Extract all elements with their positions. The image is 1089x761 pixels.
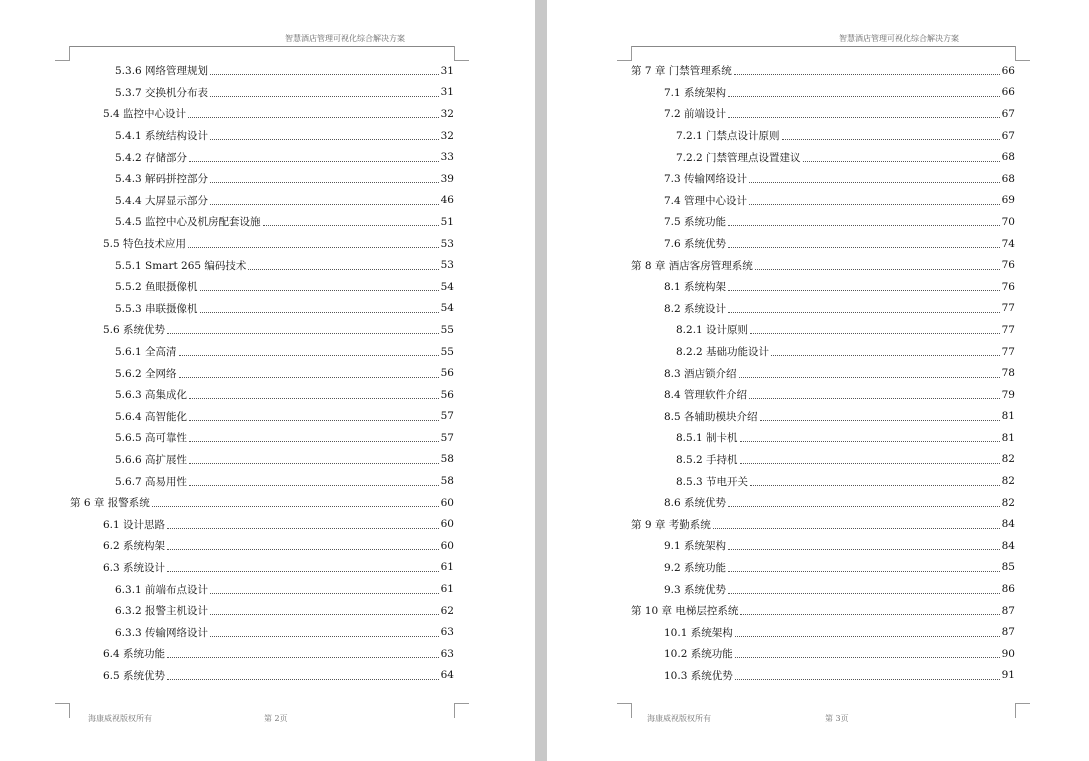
toc-dot-leader (755, 269, 1000, 270)
toc-entry[interactable] (631, 341, 1015, 363)
toc-entry-page-number: 53 (440, 237, 454, 250)
toc-dot-leader (740, 614, 999, 615)
toc-entry-page-number: 76 (1001, 259, 1015, 272)
toc-entry-title: 9.1 系统架构 (664, 540, 727, 553)
toc-dot-leader (152, 506, 439, 507)
toc-entry-page-number: 55 (440, 323, 454, 336)
crop-mark (55, 703, 70, 718)
toc-entry[interactable] (70, 665, 454, 687)
footer-copyright: 海康威视版权所有 (88, 714, 152, 723)
toc-entry-title: 5.6.4 高智能化 (115, 410, 188, 423)
toc-entry-title: 6.2 系统构架 (103, 540, 166, 553)
toc-entry[interactable] (70, 578, 454, 600)
toc-dot-leader (728, 549, 1000, 550)
toc-dot-leader (740, 463, 1000, 464)
crop-mark (617, 46, 632, 61)
toc-entry-title: 7.2.1 门禁点设计原则 (676, 130, 780, 143)
toc-dot-leader (189, 398, 439, 399)
toc-dot-leader (713, 528, 1000, 529)
toc-entry[interactable] (631, 449, 1015, 471)
toc-entry[interactable] (70, 470, 454, 492)
toc-entry-page-number: 33 (440, 151, 454, 164)
toc-entry[interactable] (631, 254, 1015, 276)
toc-entry-page-number: 82 (1001, 496, 1015, 509)
toc-entry-page-number: 87 (1001, 626, 1015, 639)
toc-entry[interactable] (631, 665, 1015, 687)
toc-entry-title: 10.1 系统架构 (664, 626, 733, 639)
toc-dot-leader (167, 549, 439, 550)
toc-entry-title: 5.3.6 网络管理规划 (115, 65, 209, 78)
toc-entry[interactable] (631, 211, 1015, 233)
toc-entry[interactable] (631, 427, 1015, 449)
toc-entry[interactable] (631, 233, 1015, 255)
toc-entry-title: 5.4.1 系统结构设计 (115, 130, 209, 143)
toc-entry-title: 5.6.5 高可靠性 (115, 432, 188, 445)
toc-entry-page-number: 82 (1001, 475, 1015, 488)
toc-dot-leader (248, 269, 438, 270)
toc-entry-page-number: 82 (1001, 453, 1015, 466)
toc-entry-title: 7.4 管理中心设计 (664, 194, 748, 207)
toc-entry-title: 6.5 系统优势 (103, 669, 166, 682)
toc-entry-title: 8.5 各辅助模块介绍 (664, 410, 758, 423)
toc-entry-page-number: 31 (440, 86, 454, 99)
toc-entry[interactable] (631, 103, 1015, 125)
toc-entry-page-number: 77 (1001, 302, 1015, 315)
toc-dot-leader (728, 312, 1000, 313)
toc-entry-page-number: 61 (440, 583, 454, 596)
document-page-left (0, 0, 535, 761)
toc-entry[interactable] (631, 643, 1015, 665)
toc-dot-leader (728, 290, 1000, 291)
toc-entry[interactable] (70, 60, 454, 82)
toc-dot-leader (188, 247, 439, 248)
toc-entry-page-number: 53 (440, 259, 454, 272)
toc-entry-page-number: 79 (1001, 388, 1015, 401)
toc-entry-title: 7.5 系统功能 (664, 216, 727, 229)
toc-entry[interactable] (631, 492, 1015, 514)
toc-entry[interactable] (631, 60, 1015, 82)
toc-entry-title: 5.3.7 交换机分布表 (115, 86, 209, 99)
toc-entry-title: 第 10 章 电梯层控系统 (631, 605, 739, 618)
toc-entry[interactable] (631, 276, 1015, 298)
toc-entry-title: 5.4.3 解码拼控部分 (115, 173, 209, 186)
toc-entry[interactable] (70, 449, 454, 471)
toc-entry-page-number: 54 (440, 280, 454, 293)
toc-entry-page-number: 91 (1001, 669, 1015, 682)
toc-entry[interactable] (70, 82, 454, 104)
footer-page-number: 第 3页 (825, 714, 849, 723)
toc-dot-leader (167, 333, 439, 334)
toc-entry[interactable] (631, 125, 1015, 147)
toc-entry[interactable] (631, 298, 1015, 320)
toc-entry-title: 8.6 系统优势 (664, 497, 727, 510)
toc-entry[interactable] (631, 82, 1015, 104)
table-of-contents (70, 60, 454, 686)
toc-dot-leader (210, 139, 439, 140)
toc-dot-leader (167, 657, 439, 658)
toc-entry[interactable] (631, 600, 1015, 622)
toc-entry[interactable] (70, 168, 454, 190)
toc-entry[interactable] (70, 492, 454, 514)
toc-dot-leader (189, 463, 439, 464)
toc-entry-page-number: 54 (440, 302, 454, 315)
toc-dot-leader (728, 571, 1000, 572)
toc-entry-title: 7.2.2 门禁管理点设置建议 (676, 151, 801, 164)
toc-entry[interactable] (631, 513, 1015, 535)
toc-dot-leader (210, 614, 439, 615)
toc-entry-page-number: 67 (1001, 129, 1015, 142)
toc-entry[interactable] (70, 103, 454, 125)
toc-entry-page-number: 87 (1001, 604, 1015, 617)
toc-entry-title: 5.6.2 全网络 (115, 367, 177, 380)
toc-entry[interactable] (70, 600, 454, 622)
toc-entry[interactable] (70, 233, 454, 255)
toc-entry[interactable] (70, 298, 454, 320)
toc-dot-leader (200, 312, 439, 313)
toc-dot-leader (803, 161, 1000, 162)
table-of-contents (631, 60, 1015, 686)
toc-entry[interactable] (631, 470, 1015, 492)
toc-entry-title: 6.3.1 前端布点设计 (115, 583, 209, 596)
toc-dot-leader (735, 657, 1000, 658)
toc-dot-leader (749, 204, 1000, 205)
toc-entry-page-number: 69 (1001, 194, 1015, 207)
toc-dot-leader (210, 96, 439, 97)
toc-entry[interactable] (70, 621, 454, 643)
toc-entry[interactable] (70, 362, 454, 384)
crop-mark (454, 703, 469, 718)
toc-entry-title: 5.6.6 高扩展性 (115, 453, 188, 466)
toc-entry[interactable] (631, 384, 1015, 406)
toc-entry-page-number: 32 (440, 107, 454, 120)
toc-entry[interactable] (70, 513, 454, 535)
toc-entry[interactable] (70, 643, 454, 665)
toc-entry-page-number: 63 (440, 647, 454, 660)
toc-dot-leader (179, 355, 439, 356)
toc-entry[interactable] (631, 190, 1015, 212)
toc-entry-page-number: 60 (440, 518, 454, 531)
toc-dot-leader (760, 420, 1000, 421)
toc-entry[interactable] (631, 168, 1015, 190)
toc-dot-leader (210, 182, 439, 183)
toc-entry-title: 8.5.3 节电开关 (676, 475, 749, 488)
toc-entry-page-number: 90 (1001, 647, 1015, 660)
toc-entry-page-number: 77 (1001, 345, 1015, 358)
toc-entry-page-number: 63 (440, 626, 454, 639)
toc-entry[interactable] (70, 341, 454, 363)
toc-dot-leader (734, 74, 1000, 75)
toc-dot-leader (750, 485, 1000, 486)
toc-entry-title: 8.2 系统设计 (664, 302, 727, 315)
toc-entry-title: 5.5.3 串联摄像机 (115, 302, 198, 315)
toc-entry-page-number: 58 (440, 453, 454, 466)
crop-mark (1015, 703, 1030, 718)
toc-entry-title: 9.2 系统功能 (664, 561, 727, 574)
toc-entry-page-number: 81 (1001, 431, 1015, 444)
toc-dot-leader (728, 225, 1000, 226)
toc-entry[interactable] (70, 557, 454, 579)
toc-entry-title: 第 9 章 考勤系统 (631, 518, 711, 531)
toc-dot-leader (728, 593, 1000, 594)
footer-page-number: 第 2页 (264, 714, 288, 723)
toc-entry-title: 5.5.2 鱼眼摄像机 (115, 281, 198, 294)
toc-entry-page-number: 32 (440, 129, 454, 142)
toc-entry-title: 第 7 章 门禁管理系统 (631, 65, 732, 78)
toc-entry-page-number: 78 (1001, 367, 1015, 380)
toc-entry[interactable] (631, 621, 1015, 643)
toc-dot-leader (167, 679, 439, 680)
toc-entry-title: 第 8 章 酒店客房管理系统 (631, 259, 753, 272)
toc-entry[interactable] (70, 254, 454, 276)
toc-dot-leader (189, 161, 439, 162)
toc-entry-page-number: 39 (440, 172, 454, 185)
toc-entry-title: 8.1 系统构架 (664, 281, 727, 294)
toc-entry-page-number: 46 (440, 194, 454, 207)
toc-entry-title: 6.3.2 报警主机设计 (115, 605, 209, 618)
toc-entry-title: 8.2.1 设计原则 (676, 324, 749, 337)
toc-dot-leader (210, 593, 439, 594)
toc-dot-leader (200, 290, 439, 291)
toc-entry-page-number: 64 (440, 669, 454, 682)
toc-entry-page-number: 81 (1001, 410, 1015, 423)
toc-entry-page-number: 76 (1001, 280, 1015, 293)
toc-entry-title: 10.2 系统功能 (664, 648, 733, 661)
document-page-right (547, 0, 1089, 761)
toc-dot-leader (728, 506, 1000, 507)
toc-dot-leader (749, 182, 1000, 183)
toc-entry[interactable] (70, 384, 454, 406)
toc-dot-leader (771, 355, 1000, 356)
toc-entry-page-number: 55 (440, 345, 454, 358)
toc-entry-page-number: 66 (1001, 64, 1015, 77)
toc-dot-leader (210, 636, 439, 637)
toc-dot-leader (167, 571, 439, 572)
crop-mark (55, 46, 70, 61)
toc-entry-title: 7.3 传输网络设计 (664, 173, 748, 186)
toc-entry[interactable] (70, 211, 454, 233)
toc-entry-page-number: 60 (440, 496, 454, 509)
toc-entry[interactable] (631, 557, 1015, 579)
toc-entry[interactable] (70, 427, 454, 449)
toc-entry[interactable] (70, 125, 454, 147)
toc-dot-leader (728, 247, 1000, 248)
toc-entry-page-number: 60 (440, 539, 454, 552)
crop-mark (617, 703, 632, 718)
crop-mark (1015, 46, 1030, 61)
toc-dot-leader (189, 485, 439, 486)
toc-entry-title: 5.6 系统优势 (103, 324, 166, 337)
toc-entry-page-number: 56 (440, 367, 454, 380)
toc-entry[interactable] (70, 535, 454, 557)
page-header: 智慧酒店管理可视化综合解决方案 (285, 34, 405, 43)
header-rule (70, 46, 454, 47)
toc-entry-page-number: 84 (1001, 539, 1015, 552)
toc-entry-title: 5.4.2 存储部分 (115, 151, 188, 164)
toc-entry-title: 5.6.7 高易用性 (115, 475, 188, 488)
toc-dot-leader (189, 420, 439, 421)
toc-dot-leader (735, 679, 1000, 680)
toc-entry[interactable] (631, 535, 1015, 557)
toc-entry-page-number: 68 (1001, 151, 1015, 164)
toc-dot-leader (735, 636, 1000, 637)
toc-entry-title: 8.4 管理软件介绍 (664, 389, 748, 402)
toc-entry-title: 5.5.1 Smart 265 编码技术 (115, 259, 247, 272)
toc-entry-page-number: 58 (440, 475, 454, 488)
toc-entry-title: 6.3 系统设计 (103, 561, 166, 574)
toc-dot-leader (179, 377, 439, 378)
header-rule (631, 46, 1015, 47)
toc-entry-title: 7.2 前端设计 (664, 108, 727, 121)
crop-mark (454, 46, 469, 61)
toc-dot-leader (750, 333, 1000, 334)
toc-entry[interactable] (631, 406, 1015, 428)
toc-entry-title: 8.5.1 制卡机 (676, 432, 738, 445)
toc-entry-page-number: 31 (440, 64, 454, 77)
toc-entry-page-number: 84 (1001, 518, 1015, 531)
toc-entry[interactable] (631, 362, 1015, 384)
toc-entry[interactable] (70, 146, 454, 168)
toc-entry[interactable] (631, 146, 1015, 168)
toc-entry-title: 7.1 系统架构 (664, 86, 727, 99)
page-header: 智慧酒店管理可视化综合解决方案 (839, 34, 959, 43)
toc-entry-page-number: 51 (440, 215, 454, 228)
toc-entry-title: 8.3 酒店锁介绍 (664, 367, 737, 380)
toc-dot-leader (749, 398, 1000, 399)
toc-entry-title: 7.6 系统优势 (664, 238, 727, 251)
toc-entry-title: 5.4.5 监控中心及机房配套设施 (115, 216, 261, 229)
toc-entry-page-number: 68 (1001, 172, 1015, 185)
toc-dot-leader (167, 528, 439, 529)
toc-entry-page-number: 77 (1001, 323, 1015, 336)
toc-entry-page-number: 66 (1001, 86, 1015, 99)
toc-dot-leader (210, 74, 439, 75)
toc-entry[interactable] (70, 276, 454, 298)
toc-entry-page-number: 61 (440, 561, 454, 574)
toc-entry-title: 第 6 章 报警系统 (70, 497, 150, 510)
toc-entry-page-number: 57 (440, 431, 454, 444)
toc-entry-title: 5.6.1 全高清 (115, 346, 177, 359)
toc-entry-title: 5.4.4 大屏显示部分 (115, 194, 209, 207)
toc-entry[interactable] (631, 319, 1015, 341)
toc-entry-page-number: 86 (1001, 583, 1015, 596)
toc-dot-leader (739, 377, 1000, 378)
toc-entry[interactable] (70, 406, 454, 428)
toc-entry-page-number: 57 (440, 410, 454, 423)
toc-entry-title: 5.4 监控中心设计 (103, 108, 187, 121)
toc-dot-leader (740, 441, 1000, 442)
toc-dot-leader (188, 117, 439, 118)
toc-dot-leader (210, 204, 439, 205)
toc-entry-title: 10.3 系统优势 (664, 669, 733, 682)
toc-entry-title: 9.3 系统优势 (664, 583, 727, 596)
toc-dot-leader (728, 96, 1000, 97)
toc-entry-title: 5.5 特色技术应用 (103, 238, 187, 251)
toc-dot-leader (189, 441, 439, 442)
toc-entry[interactable] (70, 190, 454, 212)
toc-entry-page-number: 70 (1001, 215, 1015, 228)
toc-dot-leader (263, 225, 439, 226)
toc-entry-title: 6.1 设计思路 (103, 518, 166, 531)
toc-entry-page-number: 74 (1001, 237, 1015, 250)
toc-entry-title: 6.3.3 传输网络设计 (115, 626, 209, 639)
toc-entry[interactable] (631, 578, 1015, 600)
toc-entry-page-number: 56 (440, 388, 454, 401)
toc-entry-title: 8.2.2 基础功能设计 (676, 346, 770, 359)
toc-dot-leader (728, 117, 1000, 118)
toc-entry-title: 6.4 系统功能 (103, 648, 166, 661)
footer-copyright: 海康威视版权所有 (647, 714, 711, 723)
toc-entry-page-number: 85 (1001, 561, 1015, 574)
toc-entry-title: 8.5.2 手持机 (676, 453, 738, 466)
toc-dot-leader (782, 139, 1000, 140)
toc-entry-title: 5.6.3 高集成化 (115, 389, 188, 402)
toc-entry-page-number: 62 (440, 604, 454, 617)
toc-entry-page-number: 67 (1001, 107, 1015, 120)
toc-entry[interactable] (70, 319, 454, 341)
